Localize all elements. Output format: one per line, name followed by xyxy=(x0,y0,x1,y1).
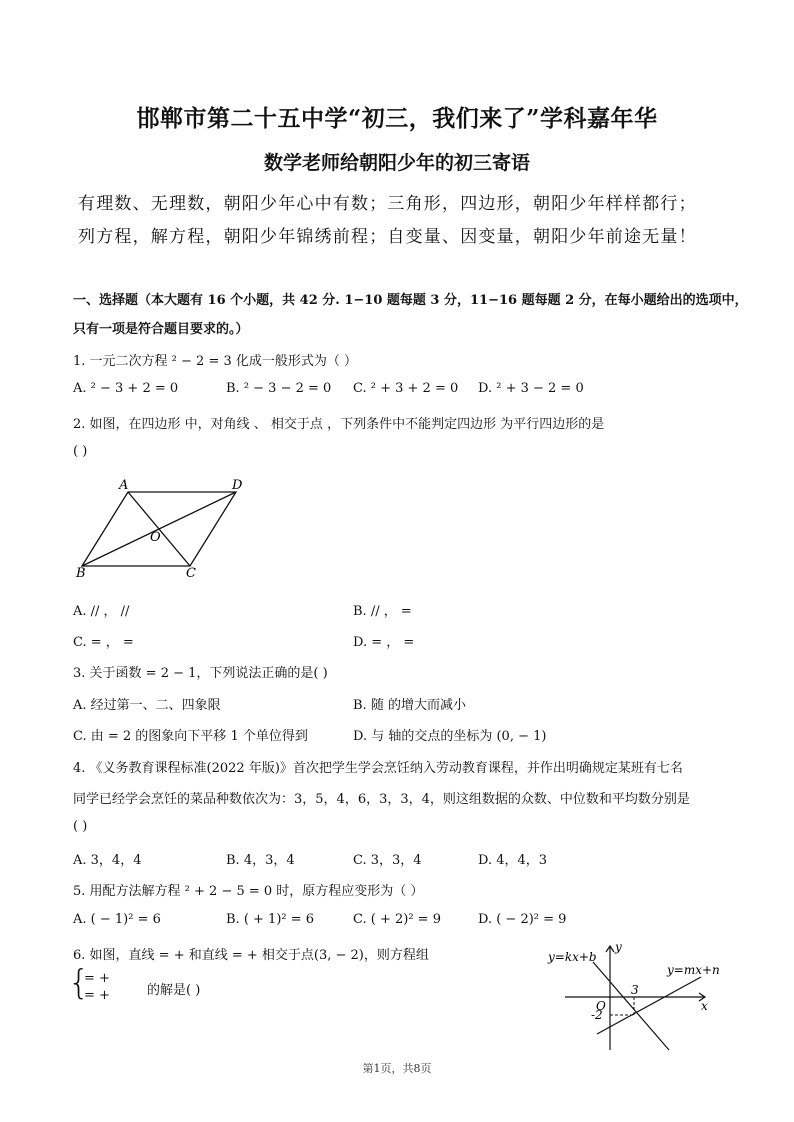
question-3-stem: 3. 关于函数 = 2 − 1，下列说法正确的是( ) xyxy=(73,666,328,681)
vertex-label-b: B xyxy=(76,566,86,581)
question-5-stem: 5. 用配方法解方程 ² + 2 − 5 = 0 时，原方程应变形为（ ） xyxy=(73,884,424,899)
origin-label: O xyxy=(596,999,606,1013)
question-1-option-a: A. ² − 3 + 2 = 0 xyxy=(73,381,179,396)
question-4-stem-line-2: 同学已经学会烹饪的菜品种数依次为：3，5，4，6，3，3，4，则这组数据的众数、中位数和平均数分别是 xyxy=(73,792,690,807)
question-2-option-d: D. = ， = xyxy=(353,635,415,650)
question-4-option-a: A. 3，4，4 xyxy=(73,853,142,868)
page-title: 邯郸市第二十五中学“初三，我们来了”学科嘉年华 xyxy=(136,105,658,132)
line-graph-figure xyxy=(545,940,720,1055)
page-number: 第1页，共8页 xyxy=(362,1062,432,1075)
question-3-option-c: C. 由 = 2 的图象向下平移 1 个单位得到 xyxy=(73,729,308,744)
question-5-option-a: A. ( − 1)² = 6 xyxy=(73,912,161,927)
question-3-option-b: B. 随 的增大而减小 xyxy=(353,698,466,713)
vertex-label-d: D xyxy=(232,478,243,493)
question-4-option-d: D. 4，4，3 xyxy=(478,853,548,868)
question-2-paren: ( ) xyxy=(73,444,88,459)
question-6-tail: 的解是( ) xyxy=(147,983,201,998)
system-equation-1: = + xyxy=(84,971,110,986)
question-1-stem: 1. 一元二次方程 ² − 2 = 3 化成一般形式为（ ） xyxy=(73,354,358,369)
poem-line-1: 有理数、无理数，朝阳少年心中有数；三角形，四边形，朝阳少年样样都行； xyxy=(78,194,697,214)
question-1-option-c: C. ² + 3 + 2 = 0 xyxy=(353,381,459,396)
question-4-paren: ( ) xyxy=(73,819,88,834)
vertex-label-c: C xyxy=(186,566,196,581)
x-value-label: 3 xyxy=(631,983,639,997)
vertex-label-a: A xyxy=(119,478,129,493)
line-label-kx-b: y=kx+b xyxy=(548,950,597,964)
question-2-option-b: B. // ， = xyxy=(353,604,412,619)
question-1-option-d: D. ² + 3 − 2 = 0 xyxy=(478,381,584,396)
question-3-option-d: D. 与 轴的交点的坐标为 (0, − 1) xyxy=(353,729,547,744)
parallelogram-figure xyxy=(70,478,260,583)
question-2-stem: 2. 如图，在四边形 中，对角线 、 相交于点 ，下列条件中不能判定四边形 为平行四边形的是 xyxy=(73,417,605,432)
question-4-option-b: B. 4，3，4 xyxy=(226,853,295,868)
question-3-option-a: A. 经过第一、二、四象限 xyxy=(73,698,221,713)
x-axis-label: x xyxy=(701,999,708,1013)
system-equation-2: = + xyxy=(84,988,110,1003)
y-value-label: -2 xyxy=(591,1008,603,1022)
question-6-stem: 6. 如图，直线 = + 和直线 = + 相交于点(3, − 2)，则方程组 xyxy=(73,948,429,963)
question-4-stem-line-1: 4. 《义务教育课程标准(2022 年版)》首次把学生学会烹饪纳入劳动教育课程，并作出明确规定某班有七名 xyxy=(73,761,683,776)
question-5-option-b: B. ( + 1)² = 6 xyxy=(226,912,315,927)
section-heading-line-1: 一、选择题（本大题有 16 个小题，共 42 分. 1−10 题每题 3 分，11−16 题每题 2 分，在每小题给出的选项中， xyxy=(73,293,748,308)
question-2-option-a: A. // ， // xyxy=(73,604,130,619)
vertex-label-o: O xyxy=(150,530,161,545)
question-4-option-c: C. 3，3，4 xyxy=(353,853,422,868)
question-1-option-b: B. ² − 3 − 2 = 0 xyxy=(226,381,332,396)
system-brace: { xyxy=(68,963,90,1003)
line-label-mx-n: y=mx+n xyxy=(667,963,720,977)
poem-line-2: 列方程，解方程，朝阳少年锦绣前程；自变量、因变量，朝阳少年前途无量！ xyxy=(78,227,697,247)
y-axis-label: y xyxy=(615,940,622,954)
question-2-option-c: C. = ， = xyxy=(73,635,134,650)
page-subtitle: 数学老师给朝阳少年的初三寄语 xyxy=(263,152,530,174)
question-5-option-c: C. ( + 2)² = 9 xyxy=(353,912,441,927)
question-5-option-d: D. ( − 2)² = 9 xyxy=(478,912,567,927)
section-heading-line-2: 只有一项是符合题目要求的。） xyxy=(73,322,249,337)
